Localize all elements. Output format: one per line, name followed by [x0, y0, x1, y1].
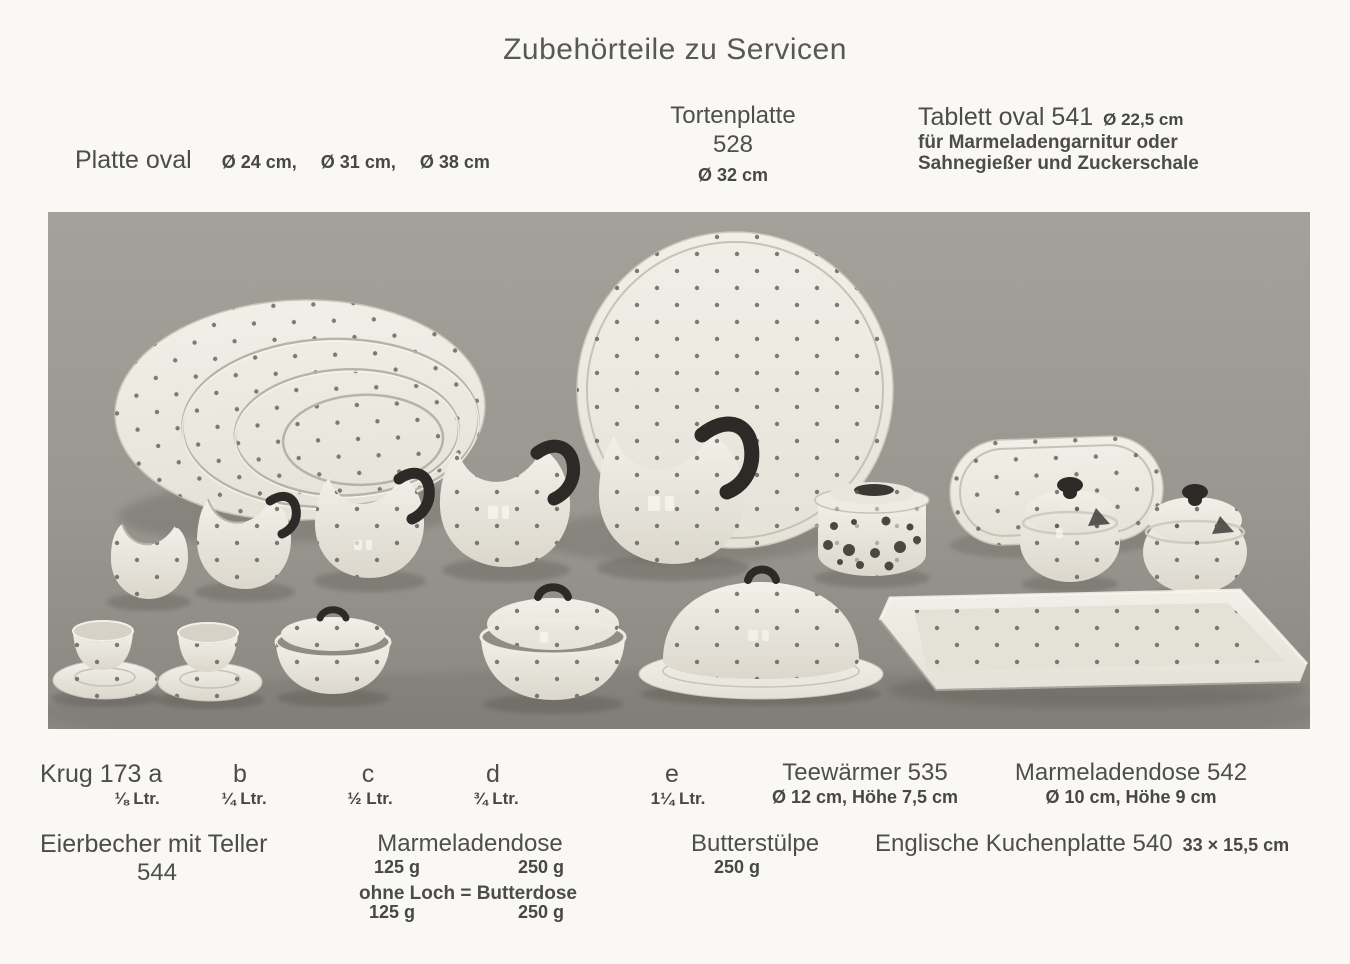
label-krug-d: d	[486, 760, 500, 788]
tablett-desc-line1: für Marmeladengarnitur oder	[918, 132, 1178, 153]
label-marmeladendose-weight-right: 250 g	[517, 857, 565, 877]
label-krug-c-size: ½ Ltr.	[347, 789, 393, 808]
marmeladendose-125g	[276, 610, 390, 707]
kuchenplatte-name: Englische Kuchenplatte 540	[875, 830, 1173, 857]
label-krug-e-size: 1¼ Ltr.	[650, 789, 706, 808]
label-kuchenplatte	[875, 830, 1289, 858]
label-marmeladendose-variant-weight-right: 250 g	[517, 902, 565, 922]
platte-oval-size-38: Ø 38 cm	[419, 152, 490, 172]
label-krug-d-size: ¾ Ltr.	[473, 789, 519, 808]
label-marmeladendose-542-size: Ø 10 cm, Höhe 9 cm	[1045, 787, 1217, 807]
label-teewaermer-name: Teewärmer 535	[782, 759, 948, 786]
label-butterstuelpe-weight: 250 g	[713, 857, 761, 877]
platte-oval-size-31: Ø 31 cm,	[320, 152, 396, 172]
label-butterstuelpe-name: Butterstülpe	[690, 830, 820, 857]
label-tablett-oval	[918, 103, 1199, 174]
label-marmeladendose-weight-left: 125 g	[373, 857, 421, 877]
tablett-size: Ø 22,5 cm	[1103, 110, 1184, 129]
label-krug-e: e	[665, 760, 679, 788]
label-krug-b-size: ¼ Ltr.	[221, 789, 267, 808]
kuchenplatte-size: 33 × 15,5 cm	[1182, 835, 1290, 855]
platte-oval-size-24: Ø 24 cm,	[221, 152, 297, 172]
label-krug-b: b	[233, 760, 247, 788]
tortenplatte-name: Tortenplatte	[670, 102, 796, 129]
label-krug-c: c	[361, 760, 375, 788]
label-eierbecher-name: Eierbecher mit Teller	[40, 830, 268, 858]
label-platte-oval	[75, 146, 490, 175]
label-eierbecher-number: 544	[136, 859, 178, 886]
page-title: Zubehörteile zu Servicen	[503, 33, 847, 66]
label-krug-a-size: ⅛ Ltr.	[114, 789, 160, 808]
label-marmeladendose-name: Marmeladendose	[377, 830, 563, 857]
label-marmeladendose-542-name: Marmeladendose 542	[1014, 759, 1248, 786]
label-marmeladendose-variant-weight-left: 125 g	[368, 902, 416, 922]
kuchenplatte	[880, 590, 1308, 708]
platte-oval-name: Platte oval	[75, 146, 192, 174]
catalog-photo	[48, 212, 1310, 729]
tortenplatte-size: Ø 32 cm	[697, 165, 769, 185]
tablett-name: Tablett oval 541	[918, 103, 1094, 131]
teewaermer	[814, 482, 930, 588]
label-krug-name: Krug 173 a	[40, 760, 163, 788]
label-tortenplatte	[638, 103, 828, 188]
tortenplatte-number: 528	[712, 131, 754, 158]
photo-illustration	[48, 212, 1310, 729]
tablett-desc-line2: Sahnegießer und Zuckerschale	[918, 153, 1199, 174]
label-teewaermer-size: Ø 12 cm, Höhe 7,5 cm	[771, 787, 959, 807]
label-marmeladendose-variant: ohne Loch = Butterdose	[359, 883, 577, 904]
